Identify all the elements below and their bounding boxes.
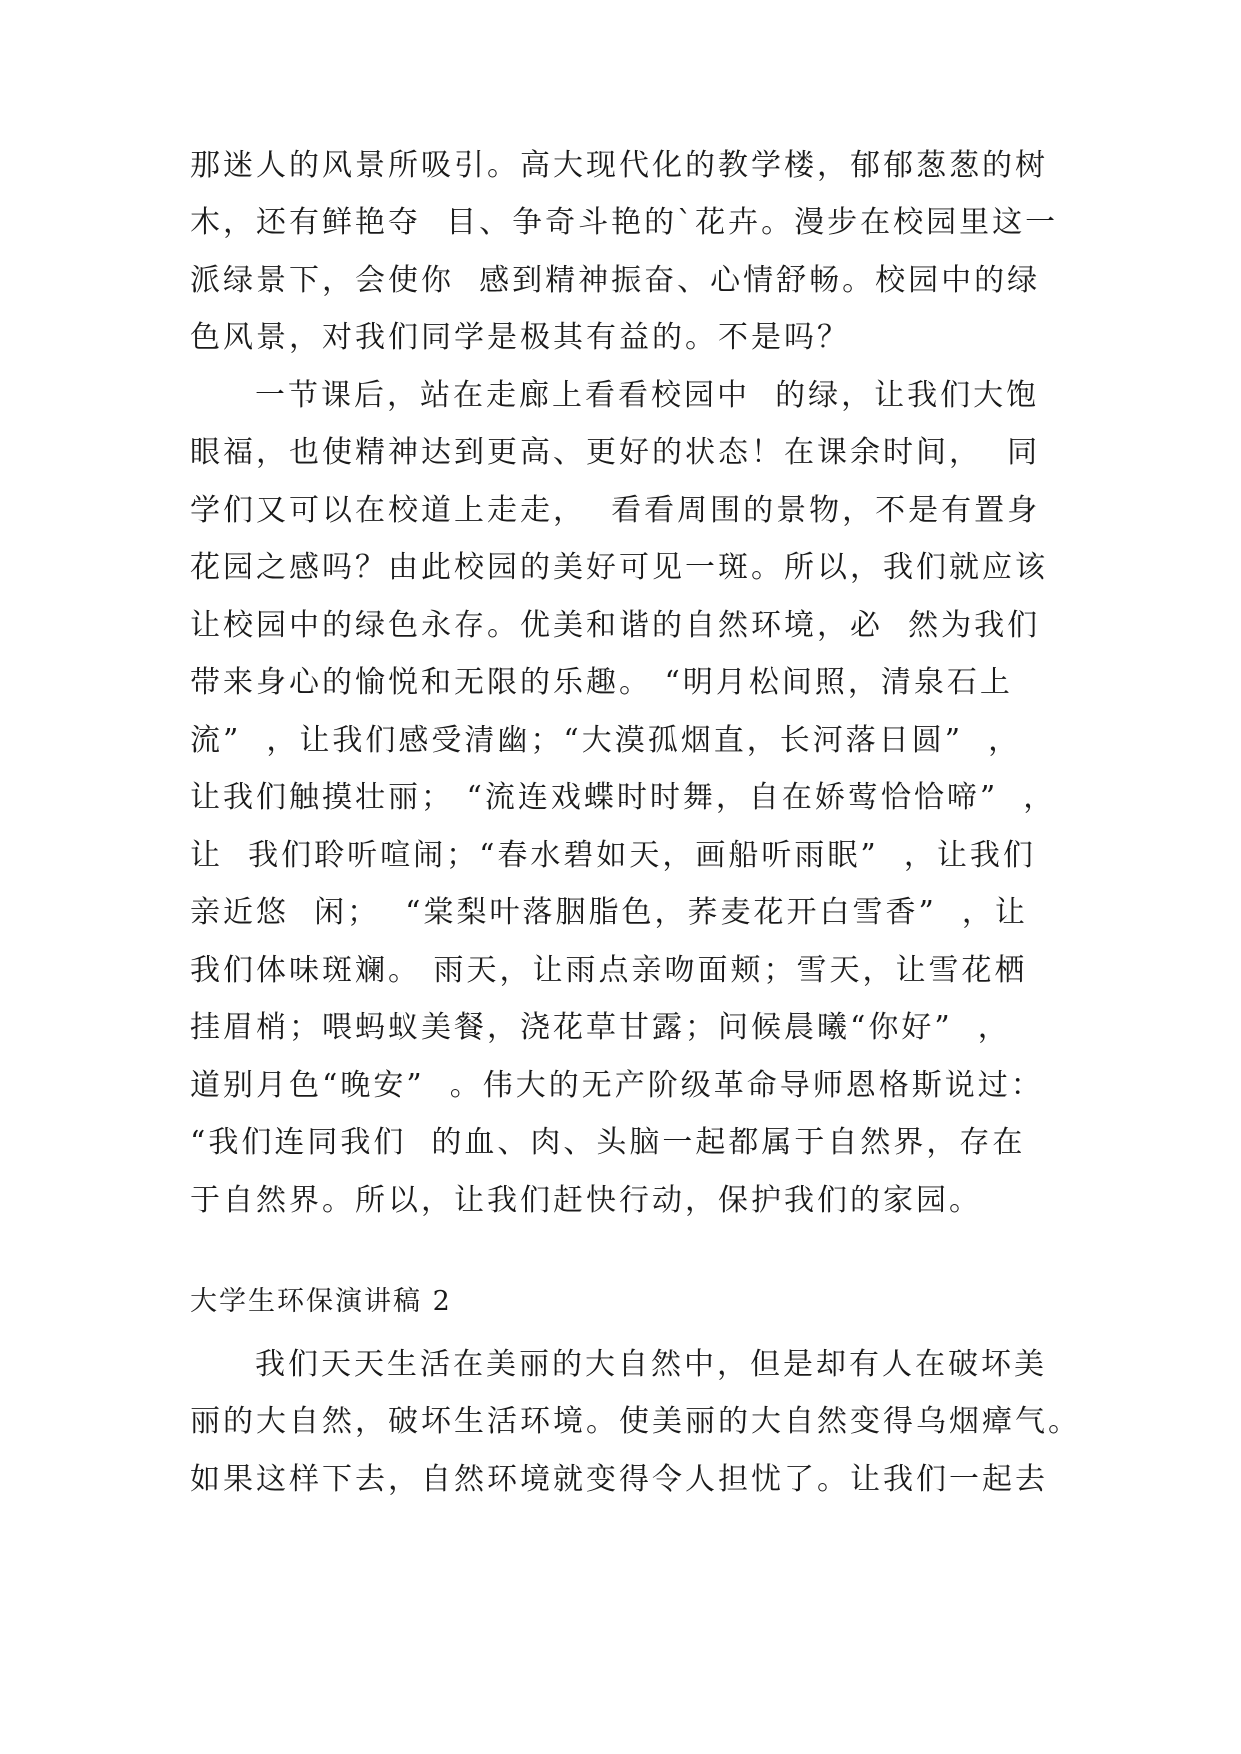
section-heading: 大学生环保演讲稿 2 <box>190 1286 452 1317</box>
paragraph-line: 我们体味斑斓。 雨天，让雨点亲吻面颊；雪天，让雪花栖 <box>190 953 1028 988</box>
paragraph-line: 于自然界。所以，让我们赶快行动，保护我们的家园。 <box>190 1183 982 1218</box>
paragraph-line: 派绿景下，会使你 感到精神振奋、心情舒畅。校园中的绿 <box>190 263 1041 298</box>
paragraph-line: 亲近悠 闲； “棠梨叶落胭脂色，荞麦花开白雪香” ，让 <box>190 895 1028 930</box>
paragraph-line: 道别月色“晚安” 。伟大的无产阶级革命导师恩格斯说过： <box>190 1068 1044 1103</box>
paragraph-line: 挂眉梢；喂蚂蚁美餐，浇花草甘露；问候晨曦“你好” ， <box>190 1010 1011 1045</box>
paragraph-line: 色风景，对我们同学是极其有益的。不是吗？ <box>190 320 850 355</box>
paragraph-line: 那迷人的风景所吸引。高大现代化的教学楼，郁郁葱葱的树 <box>190 148 1048 183</box>
paragraph-line: “我们连同我们 的血、肉、头脑一起都属于自然界，存在 <box>190 1125 1026 1160</box>
paragraph-line: 让我们触摸壮丽； “流连戏蝶时时舞，自在娇莺恰恰啼” ， <box>190 780 1057 815</box>
paragraph-line: 如果这样下去，自然环境就变得令人担忧了。让我们一起去 <box>190 1462 1048 1497</box>
paragraph-line: 木，还有鲜艳夺 目、争奇斗艳的`花卉。漫步在校园里这一 <box>190 205 1059 240</box>
paragraph-line: 让校园中的绿色永存。优美和谐的自然环境，必 然为我们 <box>190 608 1041 643</box>
paragraph-line: 花园之感吗？由此校园的美好可见一斑。所以，我们就应该 <box>190 550 1048 585</box>
paragraph-line: 流” ，让我们感受清幽；“大漠孤烟直，长河落日圆” ， <box>190 723 1022 758</box>
paragraph-line: 一节课后，站在走廊上看看校园中 的绿，让我们大饱 <box>255 378 1040 413</box>
paragraph-line: 丽的大自然，破坏生活环境。使美丽的大自然变得乌烟瘴气。 <box>190 1404 1081 1439</box>
paragraph-line: 我们天天生活在美丽的大自然中，但是却有人在破坏美 <box>255 1347 1047 1382</box>
paragraph-line: 让 我们聆听喧闹；“春水碧如天，画船听雨眠” ，让我们 <box>190 838 1036 873</box>
paragraph-line: 眼福，也使精神达到更高、更好的状态！在课余时间， 同 <box>190 435 1041 470</box>
paragraph-line: 学们又可以在校道上走走， 看看周围的景物，不是有置身 <box>190 493 1041 528</box>
paragraph-line: 带来身心的愉悦和无限的乐趣。 “明月松间照，清泉石上 <box>190 665 1013 700</box>
